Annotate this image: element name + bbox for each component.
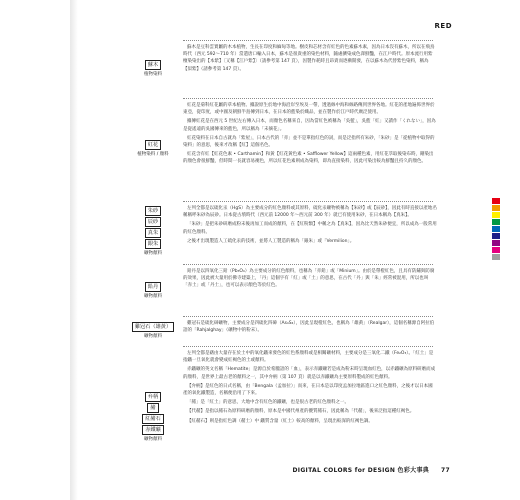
entry-label-group	[133, 392, 173, 443]
page-gutter-shadow	[70, 0, 78, 500]
paragraph: 【代赭】是指以赭石為原料研磨的顏料，原本是中國代州產的優質赭石，因此稱為「代赭」，後來泛指這種紅褐色。	[187, 409, 415, 415]
entry-label-group	[126, 322, 180, 340]
entry-label-group	[133, 206, 173, 257]
entry-text	[183, 320, 437, 336]
entry-text	[183, 205, 437, 247]
paragraph: 據傳紅花是在西元 5 世紀左右傳入日本，而顏色名稱來自，因為當紅色被稱為「吳藍」，吳藍「紅」又讀作「くれない」，因為是從遙遠的吳國傳來的藍色，所以稱為「末摘花」。	[183, 119, 436, 132]
page-footer	[293, 465, 451, 474]
paragraph: 左列全都是藉由大量存在於土中的氧化鐵來發色的紅色系顏料或是相關礦材料，主要成分是三氧化二鐵（Fe₂O₃）。「紅土」是指鐵一旦氧化就會變成紅褐色的土或顏料。	[183, 351, 434, 364]
entry-label-group	[133, 60, 173, 78]
color-name-box: 真朱	[145, 228, 161, 238]
category-label: 植物染料	[144, 72, 162, 77]
color-name-box: 朱砂	[145, 206, 161, 216]
page-number: 77	[441, 467, 450, 474]
divider	[183, 316, 433, 317]
divider	[183, 40, 433, 41]
color-name-box: 蘇木	[145, 60, 161, 70]
section-tag: RED	[434, 22, 452, 30]
divider	[183, 264, 433, 265]
entry-label-group	[133, 140, 173, 158]
paragraph: 赤鐵礦的英文名稱「Hematite」是源自於希臘語的「血」，表示赤鐵礦若是成為粉末時呈現血紅色，以赤鐵礦為原料研磨而成的顏料，是世界上最古老的顏料之一，其中弁柄（第 107 頁）就是以赤鐵礦為主要原料製成的紅色顏料。	[183, 367, 436, 380]
category-label: 礦物顏料	[144, 294, 162, 299]
paragraph: 【弁柄】是紅色的日式名稱，由「Bengala（孟加拉）」而來，在日本是以印度孟加拉地區進口之紅色顏料，之後才以日本國產的氧化鐵製造，名稱便沿用了下來。	[183, 383, 433, 397]
entry-text	[183, 268, 437, 292]
paragraph: 之後才出現製造人工硫化汞的技術，並將人工製造的稱為「銀朱」或「Vermilion」。	[187, 238, 355, 244]
paragraph: 紅花含有紅【紅花色素 • Carthamin】和黃【紅花黃色素 • Safflower Yellow】這兩種色素，用紅花萃取後染布時，剛染出的顏色會很鮮豔，但時間一長就容易褪色，所以紅花色素則成為染料，即為直接染料，因此可染出較為鮮豔且持久的顏色。	[183, 152, 434, 165]
category-label: 植物染料 / 顏料	[137, 152, 169, 157]
color-swatch-tab	[492, 226, 500, 232]
entry-text	[183, 102, 437, 168]
color-swatch-tab	[492, 254, 500, 260]
entry-text	[183, 350, 437, 427]
color-swatch-tab	[492, 233, 500, 239]
category-label: 礦物顏料	[144, 334, 162, 339]
color-name-box: 紅赭石	[142, 414, 164, 424]
paragraph: 【紅赭石】則是指紅色調（赭土）中 鐵質含量（紅土）較高的顏料，呈現出較深的紅褐色調。	[187, 418, 373, 424]
entry-label-group	[133, 282, 173, 300]
paragraph: 紅花是菊科紅花屬的草本植物。據說原生於地中海沿岸至埃及一帶，透過絲中海和絲路傳到世界各地。紅花的產地遍佈世界於東亞，從印度，或中國及朝鮮半島傳到日本，在日本的藍染於織品，並在製作於江戶時代廣泛使用。	[183, 103, 435, 116]
paragraph: 紅花染料在日本自古就為「紫屋」，日本古代的「赤」並不是單指紅色的詞，而是泛指所有朱砂，「朱砂」是「從植物中取得的染料」的意思，後來才改稱【紅】這個名色。	[183, 135, 435, 149]
category-label: 礦物顏料	[144, 251, 162, 256]
color-swatch-tab	[492, 219, 500, 225]
color-name-box: 銀朱	[145, 239, 161, 249]
divider	[183, 346, 433, 347]
color-swatch-tab	[492, 247, 500, 253]
paragraph: 「赭」是「紅土」的意思，大地中含有紅色的鐵礦，也是很古老的紅色顏料之一。	[187, 400, 349, 406]
paragraph: 「朱砂」是把朱砂研磨成粉末後再加工而成的顏料，在【紅粉類】中稱之為【真朱】，因為比天然朱砂便宜，所以成為一般常用的紅色顏料。	[183, 222, 437, 235]
color-name-box: 赭	[147, 403, 158, 413]
divider	[183, 98, 433, 99]
color-swatch-tab	[492, 205, 500, 211]
divider	[183, 201, 433, 202]
color-name-box: 弁柄	[145, 392, 161, 402]
color-swatch-tab	[492, 198, 500, 204]
paragraph: 蘇木是豆科雲實屬的木本植物，生長在印度和緬甸等地。樹皮和芯材含有紅色的色素蘇木素，因為日本沒有蘇木，所以在飛鳥時代（西元 592～710 年）當遣唐口輸入日本，蘇木是很貴重的染色材料，隨處擴染成色澤鮮豔，在江戶時代。原本流行用紫檀染染出的【本紫】〔又稱【江戶紫】〕（請參考第 147 頁），因製作耗時且昂貴而逐漸開發，在以蘇木為代替紫色染料，稱為【似紫】（請參考第 147 頁）。	[183, 45, 435, 72]
color-name-box: 鉛丹	[145, 282, 161, 292]
category-label: 礦物顏料	[144, 437, 162, 442]
paragraph: 雞冠石是硫化砷礦物，主要成分是四硫化四砷（As₄S₄），因此呈現橙紅色，也稱為「雄黃」（Realgar），這個名稱源自阿拉伯語的「Rahjalghay」（礦物中的粉末）。	[183, 321, 435, 334]
color-name-box: 紅花	[145, 140, 161, 150]
entry-text	[183, 44, 437, 75]
color-swatch-tab	[492, 212, 500, 218]
color-swatch-tab	[492, 240, 500, 246]
paragraph: 鉛丹是以四氧化三鉛（Pb₃O₄）為主要成分的紅色顏料，也稱為「赤鉛」或「Minium」。由於是帶橙紅色，且具有防鏽與防腐的效果，因此被大量用於佛寺建築上，「丹」這個字有「紅」或「土」的意思，在古代「丹」與「朱」經常被混用，所以也叫「赤土」或「丹土」，也可以表示顏色等於紅色。	[183, 269, 435, 289]
color-name-box: 雞冠石（雄黃）	[132, 322, 174, 332]
paragraph: 左列全都是以硫化汞（HgS）為主要成分的紅色顏料或其原料，硫化汞礦物被稱為【朱砂】或【辰砂】，因此有時直接以產地名稱稱呼朱砂為辰砂。日本從古墳時代（西元前 12000 年～西元前 300 年）就已有使用朱砂，在日本稱為【真朱】。	[183, 206, 437, 219]
color-name-box: 赤鐵礦	[142, 425, 164, 435]
book-title: DIGITAL COLORS for DESIGN 色彩大事典	[292, 467, 430, 474]
color-name-box: 辰砂	[145, 217, 161, 227]
